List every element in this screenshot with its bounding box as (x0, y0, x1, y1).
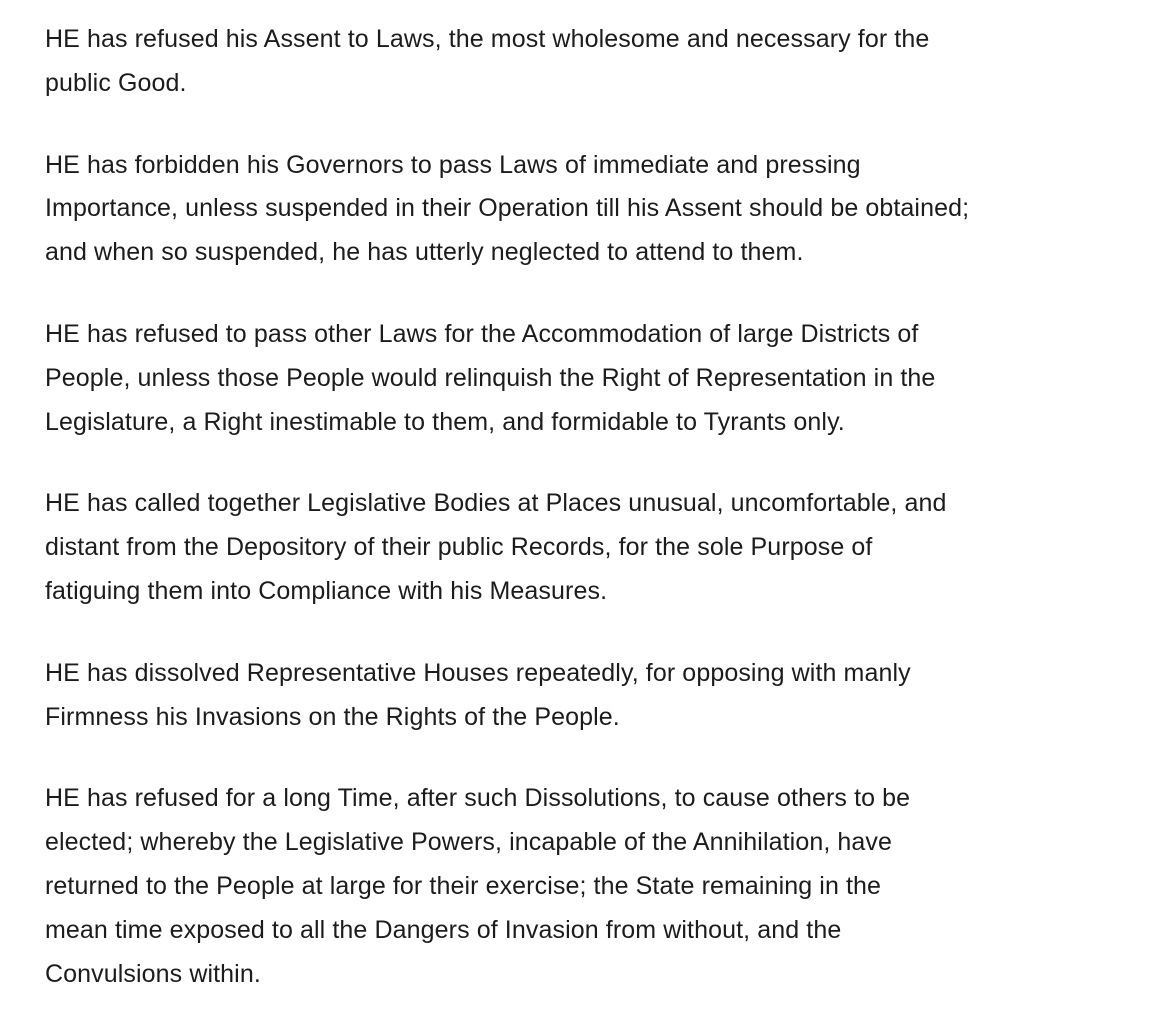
paragraph-houses-dissolved (45, 652, 1152, 740)
text-line: HE has called together Legislative Bodies at Places unusual, uncomfortable, and (45, 489, 947, 518)
text-line: mean time exposed to all the Dangers of Invasion from without, and the (45, 915, 842, 944)
text-line: Legislature, a Right inestimable to them, and formidable to Tyrants only. (45, 407, 845, 436)
paragraph-legislative-bodies (45, 482, 1152, 613)
text-line: and when so suspended, he has utterly neglected to attend to them. (45, 238, 804, 267)
text-line: HE has refused his Assent to Laws, the most wholesome and necessary for the (45, 25, 930, 53)
text-line: HE has refused to pass other Laws for the Accommodation of large Districts of (45, 319, 919, 348)
text-line: distant from the Depository of their public Records, for the sole Purpose of (45, 533, 873, 562)
text-line: fatiguing them into Compliance with his Measures. (45, 576, 608, 605)
text-line: Firmness his Invasions on the Rights of the People. (45, 702, 620, 731)
text-line: Convulsions within. (45, 959, 261, 988)
text-line: elected; whereby the Legislative Powers, incapable of the Annihilation, have (45, 828, 893, 857)
text-line: returned to the People at large for their exercise; the State remaining in the (45, 871, 882, 900)
paragraph-governors-forbidden (45, 144, 1152, 275)
text-line: HE has refused for a long Time, after such Dissolutions, to cause others to be (45, 784, 911, 813)
paragraph-elections-refused (45, 777, 1152, 996)
text-line: HE has dissolved Representative Houses repeatedly, for opposing with manly (45, 658, 911, 687)
paragraph-assent-to-laws (45, 18, 1152, 106)
text-line: Importance, unless suspended in their Operation till his Assent should be obtained; (45, 194, 970, 223)
text-line: People, unless those People would relinquish the Right of Representation in the (45, 363, 936, 392)
text-line: public Good. (45, 68, 187, 97)
text-line: HE has forbidden his Governors to pass Laws of immediate and pressing (45, 150, 861, 179)
paragraph-representation-refused (45, 313, 1152, 444)
